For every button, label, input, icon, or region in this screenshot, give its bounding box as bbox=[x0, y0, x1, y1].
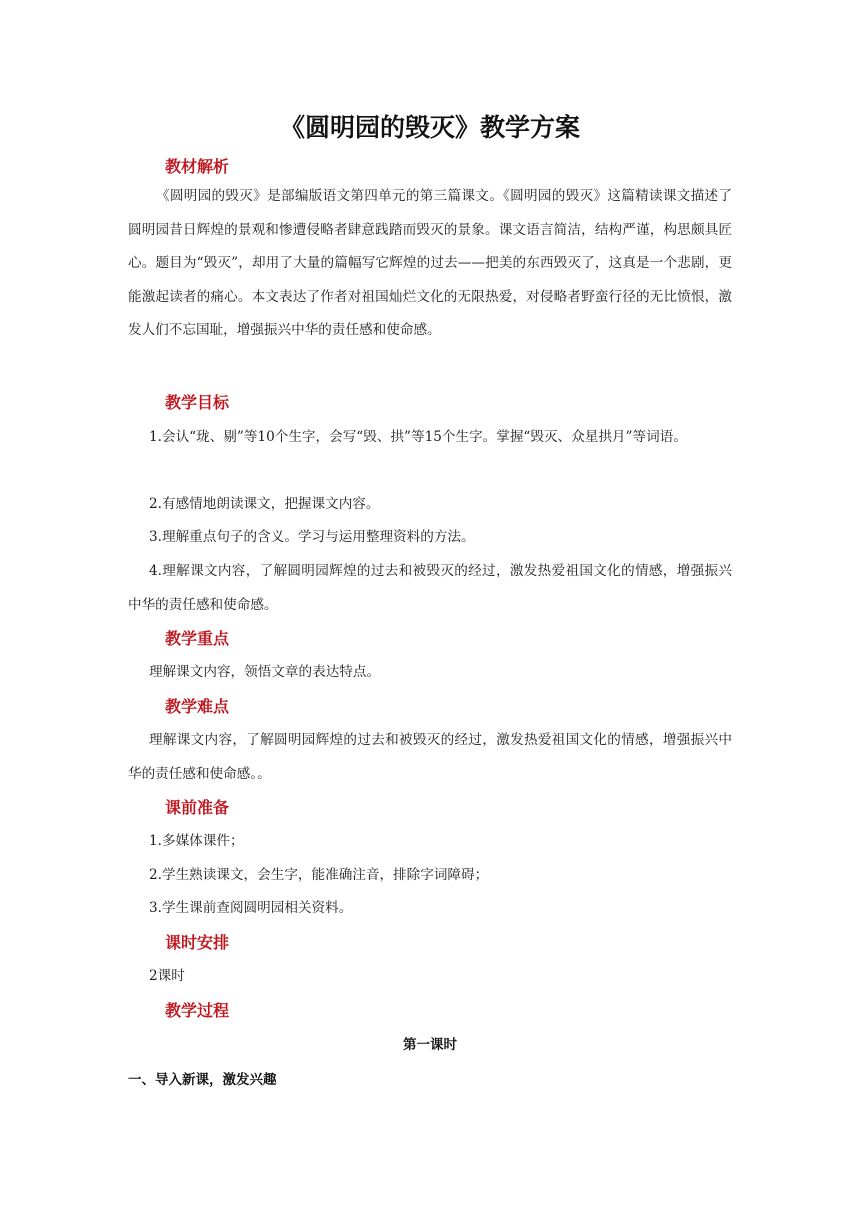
section-heading-preparation: 课前准备 bbox=[165, 798, 230, 817]
goal-item-2: 2.有感情地朗读课文，把握课文内容。 bbox=[149, 496, 380, 512]
goal-item-4: 4.理解课文内容，了解圆明园辉煌的过去和被毁灭的经过，激发热爱祖国文化的情感，增强振兴中华的责任感和使命感。 bbox=[128, 563, 732, 613]
goal-item-3: 3.理解重点句子的含义。学习与运用整理资料的方法。 bbox=[149, 529, 475, 545]
section-heading-schedule: 课时安排 bbox=[165, 933, 230, 952]
preparation-item-2: 2.学生熟读课文，会生字，能准确注音，排除字词障碍； bbox=[149, 867, 489, 883]
section-heading-analysis: 教材解析 bbox=[165, 157, 230, 176]
schedule-text: 2课时 bbox=[149, 968, 185, 984]
preparation-item-3: 3.学生课前查阅圆明园相关资料。 bbox=[149, 900, 353, 916]
difficulties-text: 理解课文内容，了解圆明园辉煌的过去和被毁灭的经过，激发热爱祖国文化的情感，增强振兴中华的责任感和使命感。。 bbox=[128, 732, 732, 782]
section-heading-process: 教学过程 bbox=[165, 1001, 230, 1020]
section-heading-goals: 教学目标 bbox=[165, 393, 230, 412]
key-points-text: 理解课文内容，领悟文章的表达特点。 bbox=[149, 664, 381, 680]
goal-item-1: 1.会认“珑、剔”等10个生字，会写“毁、拱”等15个生字。掌握“毁灭、众星拱月”等词语。 bbox=[149, 429, 687, 445]
section-heading-difficulties: 教学难点 bbox=[165, 697, 230, 716]
process-step-1: 一、导入新课，激发兴趣 bbox=[128, 1072, 277, 1088]
preparation-item-1: 1.多媒体课件； bbox=[149, 833, 244, 849]
section-heading-key-points: 教学重点 bbox=[165, 629, 230, 648]
document-title: 《圆明园的毁灭》教学方案 bbox=[279, 113, 580, 142]
lesson-title: 第一课时 bbox=[403, 1037, 457, 1053]
analysis-paragraph: 《圆明园的毁灭》是部编版语文第四单元的第三篇课文。《圆明园的毁灭》这篇精读课文描述了圆明园昔日辉煌的景观和惨遭侵略者肆意践踏而毁灭的景象。课文语言简洁，结构严谨，构思颇具匠心。题目为“毁灭”，却用了大量的篇幅写它辉煌的过去——把美的东西毁灭了，这真是一个悲剧，更能激起读者的痛心。本文表达了作者对祖国灿烂文化的无限热爱，对侵略者野蛮行径的无比愤恨，激发人们不忘国耻，增强振兴中华的责任感和使命感。 bbox=[128, 188, 732, 338]
